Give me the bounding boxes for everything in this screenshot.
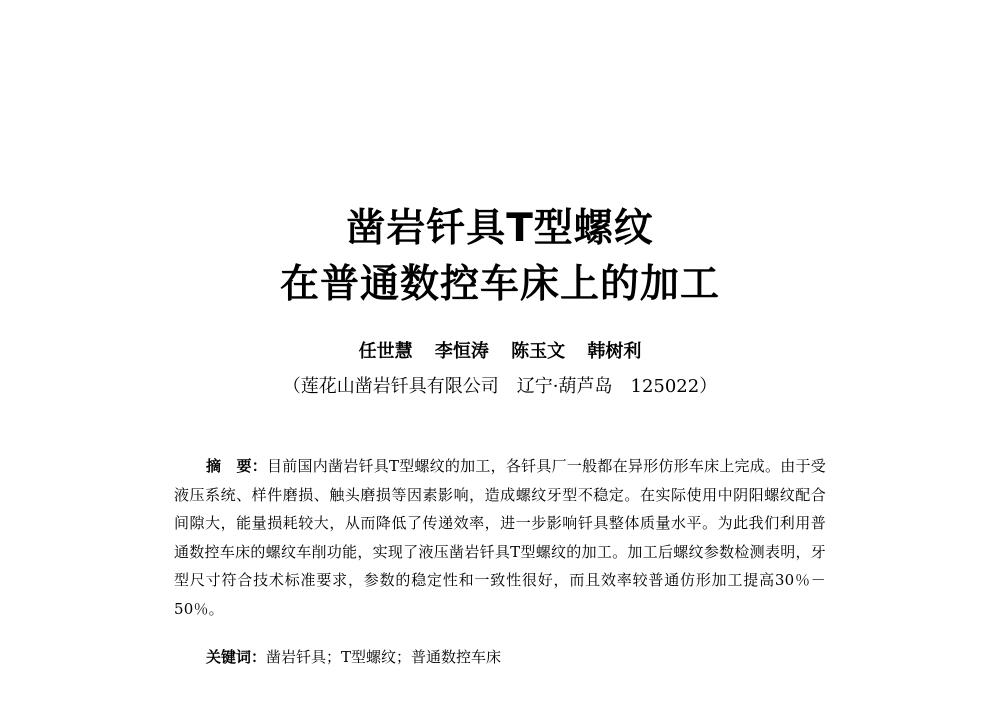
paper-title-line-1: 凿岩钎具T型螺纹 — [346, 206, 654, 251]
keywords-label: 关键词： — [206, 648, 267, 666]
paper-title-line-2: 在普通数控车床上的加工 — [279, 262, 720, 307]
keywords-line — [206, 644, 826, 670]
abstract-label: 摘 要： — [206, 457, 267, 475]
keywords-text: 凿岩钎具；T型螺纹；普通数控车床 — [266, 648, 502, 666]
author-name: 李恒涛 — [434, 341, 489, 362]
abstract-text: 目前国内凿岩钎具T型螺纹的加工，各钎具厂一般都在异形仿形车床上完成。由于受液压系统、样件磨损、触头磨损等因素影响，造成螺纹牙型不稳定。在实际使用中阴阳螺纹配合间隙大，能量损耗较大，从而降低了传递效率，进一步影响钎具整体质量水平。为此我们利用普通数控车床的螺纹车削功能，实现了液压凿岩钎具T型螺纹的加工。加工后螺纹参数检测表明，牙型尺寸符合技术标准要求，参数的稳定性和一致性很好，而且效率较普通仿形加工提高30％－50％。 — [174, 457, 826, 618]
author-name: 任世慧 — [358, 341, 413, 362]
author-list — [0, 340, 1000, 364]
author-name: 陈玉文 — [511, 341, 566, 362]
author-name: 韩树利 — [587, 341, 642, 362]
author-affiliation: （莲花山凿岩钎具有限公司 辽宁·葫芦岛 125022） — [282, 376, 718, 397]
abstract-paragraph — [174, 452, 826, 623]
